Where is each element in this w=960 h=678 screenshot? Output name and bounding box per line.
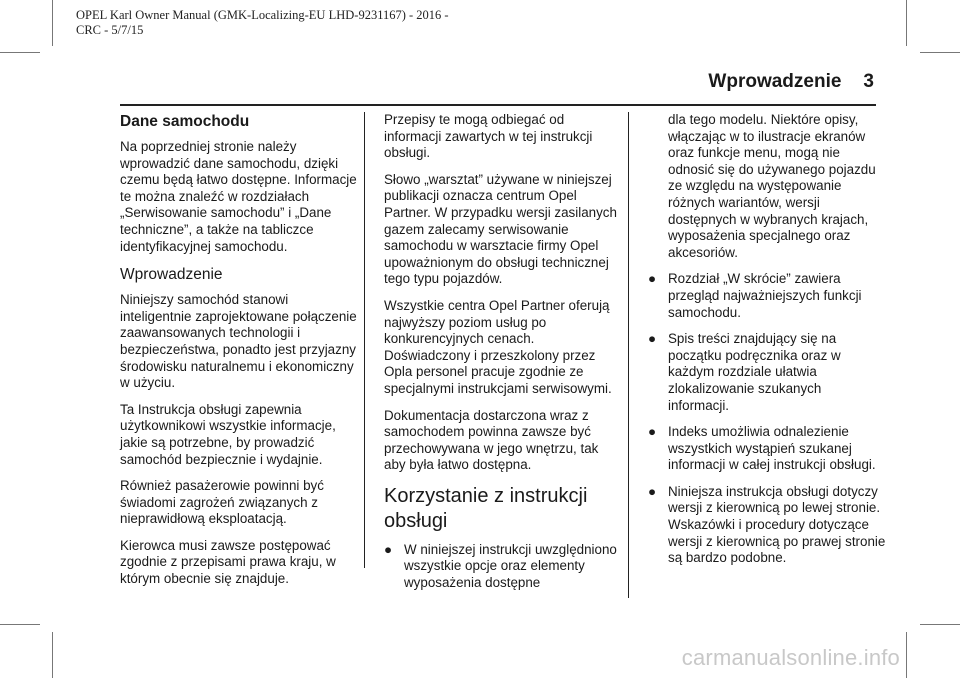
bullet-item: [648, 331, 886, 414]
crop-mark: [920, 624, 960, 625]
heading-wprowadzenie: Wprowadzenie: [120, 266, 223, 284]
paragraph: Ta Instrukcja obsługi zapewnia użytkownikowi wszystkie informacje, jakie są potrzebne, by prowadzić samochód bezpiecznie i wydajnie.: [120, 401, 336, 467]
bullet-item: [648, 484, 886, 567]
bullet-icon: ●: [648, 424, 657, 440]
heading-dane-samochodu: Dane samochodu: [120, 113, 250, 130]
bullet-text: W niniejszej instrukcji uwzględniono wszystkie opcje oraz elementy wyposażenia dostępne: [404, 541, 617, 591]
heading-korzystanie: Korzystanie z instrukcji obsługi: [384, 484, 588, 532]
paragraph: Dokumentacja dostarczona wraz z samochodem powinna zawsze być przechowywana w jego wnętrzu, tak aby była łatwo dostępna.: [384, 407, 599, 473]
crop-mark: [52, 632, 53, 678]
bullet-item: [648, 271, 886, 321]
bullet-text: Spis treści znajdujący się na początku podręcznika oraz w każdym rozdziale ułatwia zlokalizowanie szukanych informacji.: [668, 331, 841, 413]
document-header: [76, 8, 449, 38]
bullet-icon: ●: [648, 331, 657, 347]
crop-mark: [920, 52, 960, 53]
bullet-item: [648, 424, 886, 474]
section-title: Wprowadzenie: [708, 71, 842, 92]
bullet-text: Niniejsza instrukcja obsługi dotyczy wersji z kierownicą po lewej stronie. Wskazówki i procedury dotyczące wersji z kierownicą po prawej stronie są bardzo podobne.: [668, 483, 886, 566]
crop-mark: [906, 0, 907, 46]
running-head: [708, 71, 874, 93]
page-number: 3: [863, 71, 874, 92]
crop-mark: [52, 0, 53, 46]
document-header-line2: CRC - 5/7/15: [76, 23, 144, 37]
crop-mark: [906, 632, 907, 678]
paragraph: Wszystkie centra Opel Partner oferują najwyższy poziom usług po konkurencyjnych cenach. Doświadczony i przeszkolony przez Opla personel pracuje zgodnie ze specjalnymi instrukcjami serwisowymi.: [384, 297, 612, 396]
bullet-text: Indeks umożliwia odnalezienie wszystkich wystąpień szukanej informacji w całej instrukcji obsługi.: [668, 424, 876, 473]
paragraph: Przepisy te mogą odbiegać od informacji zawartych w tej instrukcji obsługi.: [384, 112, 593, 161]
crop-mark: [0, 624, 40, 625]
paragraph: Niniejszy samochód stanowi inteligentnie zaprojektowane połączenie zaawansowanych technologii i bezpieczeństwa, ponadto jest przyjazny środowisku naturalnemu i ekonomiczny w użyciu.: [120, 292, 357, 391]
paragraph: Na poprzedniej stronie należy wprowadzić dane samochodu, dzięki czemu będą łatwo dostępne. Informacje te można znaleźć w rozdziałach „Serwisowanie samochodu” i „Dane techniczne”, a także na tabliczce identyfikacyjnej samochodu.: [120, 139, 357, 254]
column-3: [648, 112, 886, 577]
bullet-continuation: [648, 112, 886, 261]
bullet-icon: ●: [648, 483, 657, 499]
bullet-text: Rozdział „W skrócie” zawiera przegląd najważniejszych funkcji samochodu.: [668, 271, 862, 320]
paragraph: Słowo „warsztat” używane w niniejszej publikacji oznacza centrum Opel Partner. W przypadku wersji zasilanych gazem zalecamy serwisowanie samochodu w warsztacie firmy Opel upoważnionym do obsługi technicznej tego typu pojazdów.: [384, 171, 617, 287]
document-header-line1: OPEL Karl Owner Manual (GMK-Localizing-EU LHD-9231167) - 2016 -: [76, 8, 449, 22]
watermark: carmanualsonline.info: [681, 645, 900, 670]
column-1: [120, 112, 358, 598]
bullet-icon: ●: [384, 541, 393, 557]
column-2: [384, 112, 622, 602]
crop-mark: [0, 52, 40, 53]
header-rule: [120, 104, 876, 106]
paragraph: Również pasażerowie powinni być świadomi zagrożeń związanych z nieprawidłową eksploatacją.: [120, 478, 324, 527]
bullet-icon: ●: [648, 271, 657, 287]
paragraph: Kierowca musi zawsze postępować zgodnie z przepisami prawa kraju, w którym obecnie się znajduje.: [120, 537, 336, 587]
bullet-item: [384, 542, 622, 592]
column-divider: [628, 112, 629, 598]
bullet-text: dla tego modelu. Niektóre opisy, włączając w to ilustracje ekranów oraz funkcje menu, mogą nie odnosić się do używanego pojazdu ze względu na występowanie różnych wariantów, wersji dostępnych w wybranych krajach, wyposażenia specjalnego oraz akcesoriów.: [668, 112, 876, 260]
column-divider: [364, 112, 365, 568]
